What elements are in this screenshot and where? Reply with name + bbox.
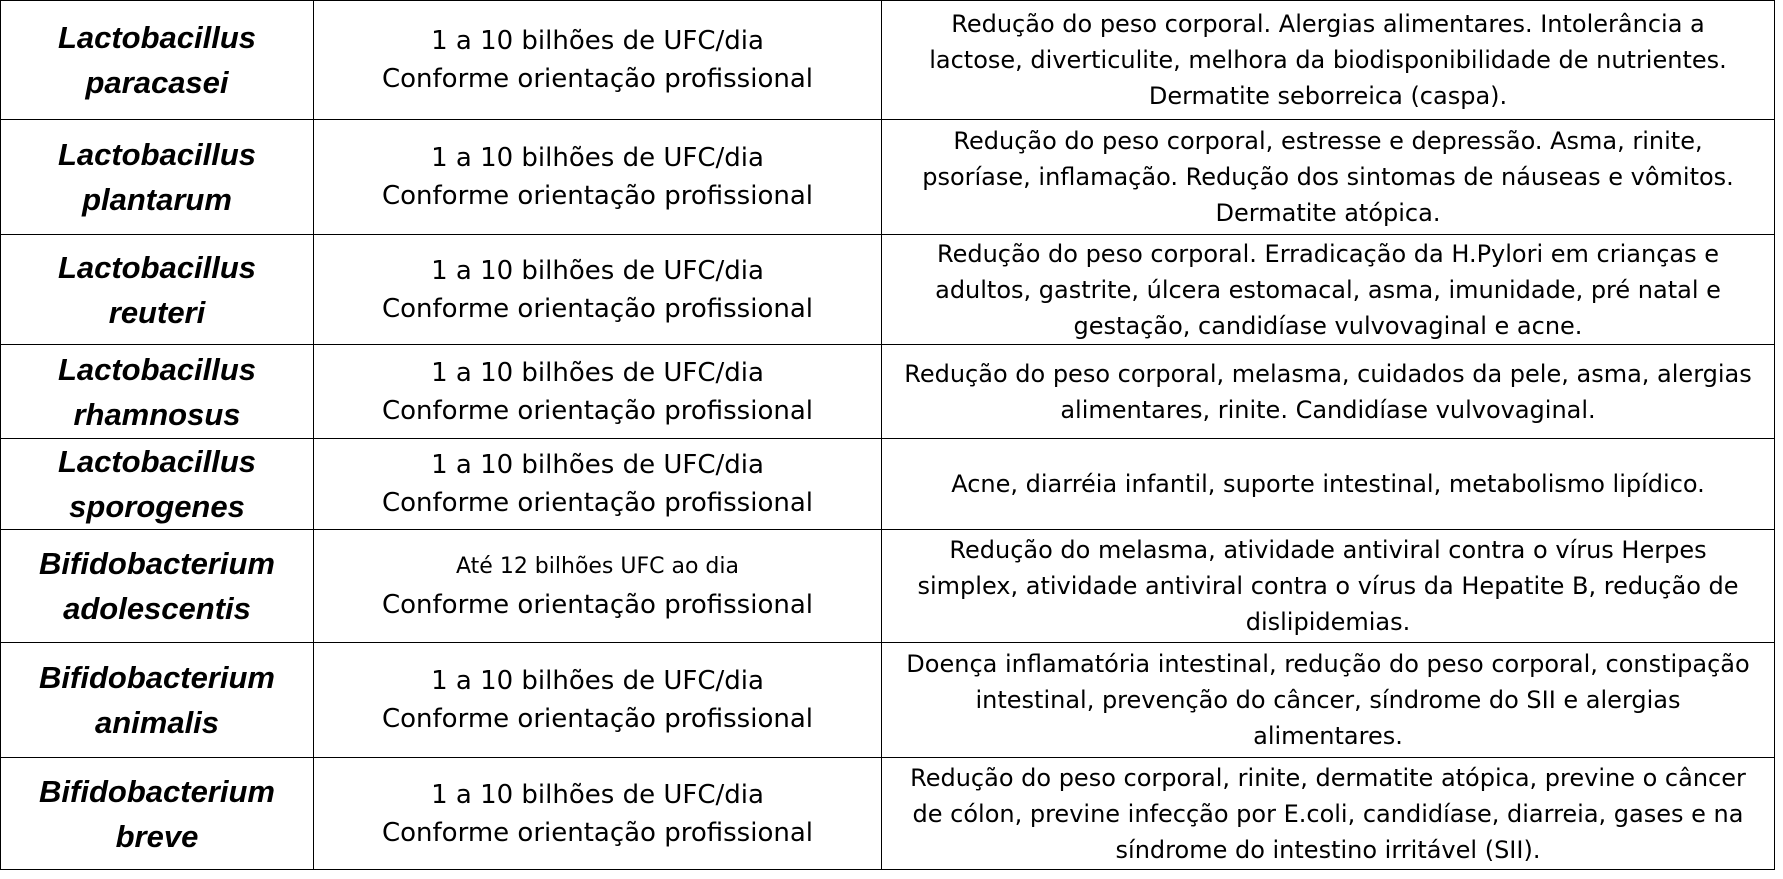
table-row xyxy=(1,1,1775,120)
dose-cell xyxy=(314,439,882,530)
table-row xyxy=(1,120,1775,235)
species-cell xyxy=(1,120,314,235)
indications-line: lactose, diverticulite, melhora da biodisponibilidade de nutrientes. xyxy=(929,46,1727,74)
dose-text: 1 a 10 bilhões de UFC/dia xyxy=(431,357,764,388)
species-name: rhamnosus xyxy=(73,396,241,432)
dose-text: 1 a 10 bilhões de UFC/dia xyxy=(431,450,764,480)
species-cell xyxy=(1,1,314,120)
indications-line: Dermatite atópica. xyxy=(1215,199,1441,227)
indications-cell xyxy=(882,120,1775,235)
guidance-text: Conforme orientação profissional xyxy=(381,817,813,848)
indications-line: Redução do melasma, atividade antiviral contra o vírus Herpes xyxy=(949,536,1707,564)
species-cell xyxy=(1,345,314,439)
species-name: animalis xyxy=(94,705,220,740)
table-row xyxy=(1,530,1775,643)
indications-cell xyxy=(882,439,1775,530)
species-name: reuteri xyxy=(108,294,206,330)
table-row xyxy=(1,758,1775,870)
dose-cell xyxy=(314,235,882,345)
table-row xyxy=(1,439,1775,530)
indications-line: Redução do peso corporal, melasma, cuidados da pele, asma, alergias xyxy=(904,359,1752,388)
species-cell xyxy=(1,530,314,643)
guidance-text: Conforme orientação profissional xyxy=(381,590,813,620)
species-cell xyxy=(1,235,314,345)
dose-cell xyxy=(314,643,882,758)
indications-line: adultos, gastrite, úlcera estomacal, asma, imunidade, pré natal e xyxy=(935,275,1721,304)
dose-cell xyxy=(314,758,882,870)
indications-cell xyxy=(882,235,1775,345)
guidance-text: Conforme orientação profissional xyxy=(381,181,813,211)
guidance-text: Conforme orientação profissional xyxy=(381,704,813,734)
indications-line: síndrome do intestino irritável (SII). xyxy=(1115,835,1541,864)
dose-text: 1 a 10 bilhões de UFC/dia xyxy=(431,255,764,286)
indications-line: Redução do peso corporal, estresse e depressão. Asma, rinite, xyxy=(953,127,1703,155)
indications-line: Doença inflamatória intestinal, redução do peso corporal, constipação xyxy=(906,650,1750,678)
indications-line: alimentares, rinite. Candidíase vulvovaginal. xyxy=(1060,395,1596,424)
species-cell xyxy=(1,643,314,758)
species-genus: Lactobacillus xyxy=(57,137,257,172)
indications-cell xyxy=(882,643,1775,758)
guidance-text: Conforme orientação profissional xyxy=(381,64,813,94)
dose-text: 1 a 10 bilhões de UFC/dia xyxy=(431,26,764,56)
dose-text: 1 a 10 bilhões de UFC/dia xyxy=(431,779,764,810)
species-genus: Bifidobacterium xyxy=(39,546,275,581)
species-name: breve xyxy=(115,818,199,854)
guidance-text: Conforme orientação profissional xyxy=(381,488,813,518)
dose-text: 1 a 10 bilhões de UFC/dia xyxy=(431,143,764,173)
species-genus: Lactobacillus xyxy=(57,20,257,55)
species-name: adolescentis xyxy=(63,591,251,626)
species-genus: Lactobacillus xyxy=(57,249,257,285)
table-row xyxy=(1,345,1775,439)
indications-line: Acne, diarréia infantil, suporte intestinal, metabolismo lipídico. xyxy=(951,470,1705,498)
indications-line: dislipidemias. xyxy=(1245,608,1411,636)
indications-line: Redução do peso corporal. Erradicação da H.Pylori em crianças e xyxy=(937,239,1719,268)
dose-text: Até 12 bilhões UFC ao dia xyxy=(456,554,739,579)
indications-cell xyxy=(882,345,1775,439)
species-name: plantarum xyxy=(82,182,232,217)
species-cell xyxy=(1,758,314,870)
indications-line: alimentares. xyxy=(1253,722,1403,750)
guidance-text: Conforme orientação profissional xyxy=(381,395,813,426)
indications-line: intestinal, prevenção do câncer, síndrome do SII e alergias xyxy=(975,686,1681,714)
table-row xyxy=(1,643,1775,758)
indications-line: Dermatite seborreica (caspa). xyxy=(1148,82,1508,110)
dose-cell xyxy=(314,120,882,235)
species-genus: Bifidobacterium xyxy=(39,660,275,695)
indications-line: simplex, atividade antiviral contra o vírus da Hepatite B, redução de xyxy=(917,572,1739,600)
indications-cell xyxy=(882,1,1775,120)
indications-line: psoríase, inflamação. Redução dos sintomas de náuseas e vômitos. xyxy=(922,163,1734,191)
dose-text: 1 a 10 bilhões de UFC/dia xyxy=(431,666,764,696)
species-cell xyxy=(1,439,314,530)
indications-cell xyxy=(882,530,1775,643)
species-genus: Lactobacillus xyxy=(57,351,257,387)
dose-cell xyxy=(314,345,882,439)
indications-cell xyxy=(882,758,1775,870)
dose-cell xyxy=(314,530,882,643)
species-genus: Bifidobacterium xyxy=(39,773,275,809)
indications-line: de cólon, previne infecção por E.coli, candidíase, diarreia, gases e na xyxy=(912,799,1744,828)
guidance-text: Conforme orientação profissional xyxy=(381,293,813,324)
species-name: sporogenes xyxy=(69,489,245,524)
indications-line: gestação, candidíase vulvovaginal e acne. xyxy=(1073,311,1583,340)
species-genus: Lactobacillus xyxy=(57,444,257,479)
dose-cell xyxy=(314,1,882,120)
indications-line: Redução do peso corporal. Alergias alimentares. Intolerância a xyxy=(951,10,1705,38)
indications-line: Redução do peso corporal, rinite, dermatite atópica, previne o câncer xyxy=(910,763,1746,792)
species-name: paracasei xyxy=(85,65,229,100)
table-row xyxy=(1,235,1775,345)
